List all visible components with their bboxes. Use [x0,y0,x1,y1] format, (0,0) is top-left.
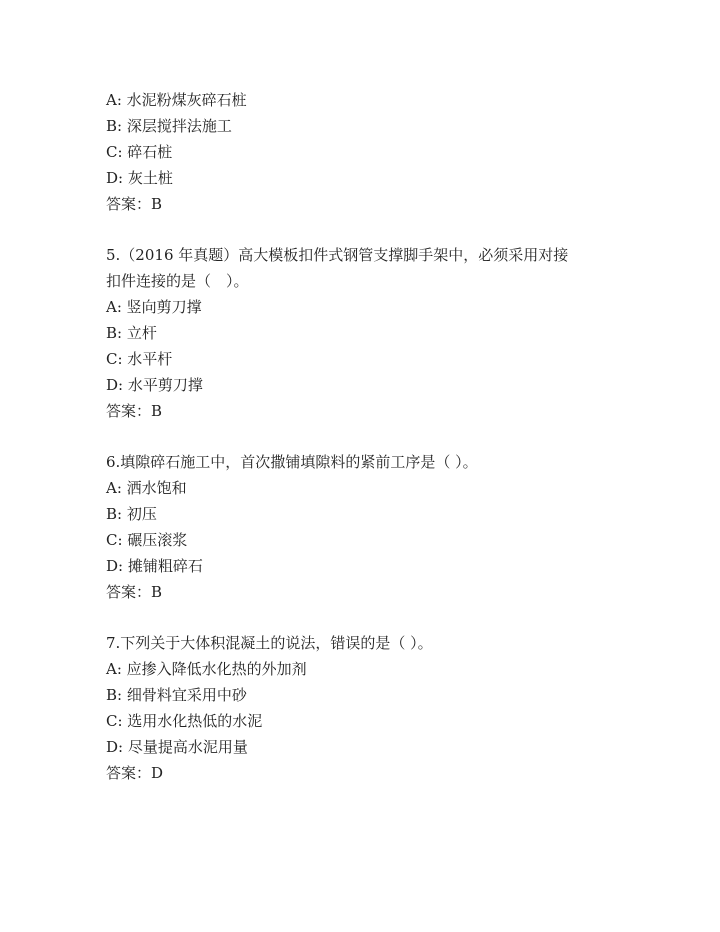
option-b: B: 初压 [106,505,157,523]
answer: 答案：B [106,402,163,420]
option-b: B: 细骨料宜采用中砂 [106,686,247,704]
option-a: A: 应掺入降低水化热的外加剂 [106,660,307,678]
option-d: D: 摊铺粗碎石 [106,557,203,575]
question-title-line-1: 5.（2016 年真题）高大模板扣件式钢管支撑脚手架中，必须采用对接 [106,246,569,264]
option-d: D: 水平剪刀撑 [106,376,203,394]
question-title-line-2: 扣件连接的是（ ）。 [106,272,249,290]
option-b: B: 立杆 [106,324,157,342]
answer: 答案：B [106,583,163,601]
option-b: B: 深层搅拌法施工 [106,117,232,135]
question-title: 7.下列关于大体积混凝土的说法，错误的是（ ）。 [106,634,433,652]
question-6 [106,449,626,605]
option-d: D: 灰土桩 [106,169,173,187]
question-title: 6.填隙碎石施工中，首次撒铺填隙料的紧前工序是（ ）。 [106,453,478,471]
option-c: C: 选用水化热低的水泥 [106,712,263,730]
option-a: A: 水泥粉煤灰碎石桩 [106,91,247,109]
question-7 [106,630,626,786]
option-c: C: 碎石桩 [106,143,173,161]
option-a: A: 洒水饱和 [106,479,187,497]
answer: 答案：B [106,195,163,213]
question-4-continued [106,87,626,217]
option-c: C: 水平杆 [106,350,173,368]
answer: 答案：D [106,764,164,782]
option-a: A: 竖向剪刀撑 [106,298,202,316]
option-d: D: 尽量提高水泥用量 [106,738,248,756]
option-c: C: 碾压滚浆 [106,531,188,549]
question-5 [106,242,626,424]
